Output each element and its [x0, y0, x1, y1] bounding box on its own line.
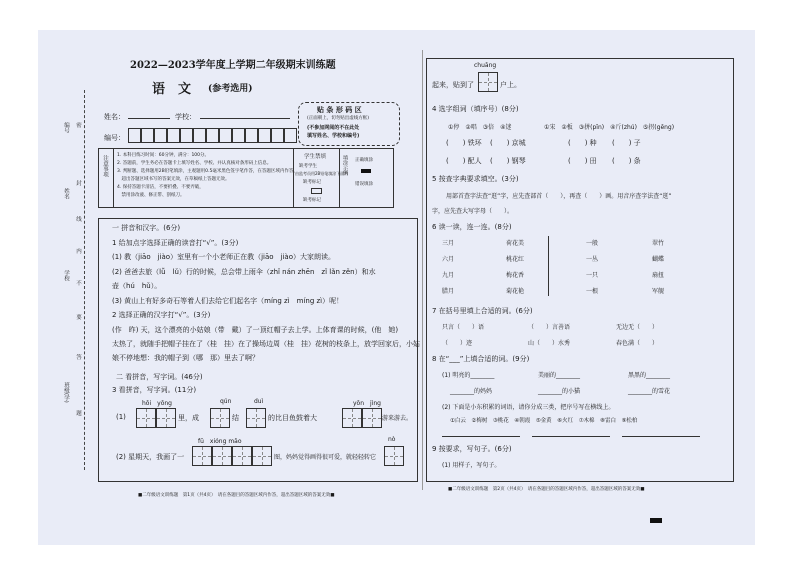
q4-title: 4 选字组词（填序号）(8分) — [432, 105, 519, 113]
q6-right1-4: 一根 — [586, 288, 599, 295]
q6-right1-1: 一般 — [586, 240, 599, 247]
q6-right1-3: 一只 — [586, 272, 599, 279]
q1-item-1: (1) 教（jiāo jiào）室里有一个小老师正在教（jiāo jiào）大家朗读。 — [112, 253, 335, 261]
note-item-5: 4. 保持答题卡清洁，不要折叠、不要弄破， — [117, 185, 204, 190]
barcode-area — [298, 102, 400, 146]
notes-box — [98, 148, 394, 208]
q2-line-2: 太热了，就随手把帽子挂在了（桂 挂）在了操场边周（桂 挂）花树的枝条上，放学回家后，小姑 — [112, 340, 420, 348]
cut-mark-6: 要 — [75, 314, 81, 320]
answer-grid[interactable] — [252, 446, 272, 466]
cut-mark-1: 密 — [75, 122, 81, 128]
school-field[interactable] — [200, 118, 290, 119]
notes-title: 注意事项 — [102, 155, 108, 177]
forbidden-title: 学生禁填 — [304, 154, 327, 160]
q8-part2: (2) 下面是小东积累的词语，请你分成三类，把序号写在横线上。 — [442, 404, 615, 411]
q8-answer-line-2[interactable] — [532, 436, 610, 437]
q7-r1-1[interactable]: 只言（ ）语 — [442, 324, 485, 331]
q5-line-2: 字，应先查大写字母（ ）。 — [432, 208, 514, 215]
q2-line-1: (作 昨) 天，这个漂亮的小姑娘（带 戴）了一顶红帽子去上学。上体育课的时候，(他 她) — [112, 326, 399, 334]
q6-title: 6 读一读，连一连。(8分) — [432, 223, 512, 231]
q3-1-text-b: 结 — [232, 414, 239, 422]
pinyin-1d: yōn jìng — [353, 400, 381, 407]
binding-line — [84, 90, 85, 470]
exam-title: 2022—2023学年度上学期二年级期末训练题 — [130, 60, 336, 71]
answer-grid[interactable] — [156, 408, 176, 428]
barcode-warn-1: (不参加网阅的不在此处 — [307, 125, 360, 131]
barcode-warn-2: 填写姓名、学校和编号) — [307, 133, 360, 139]
q8-r1-3[interactable]: 黑黑的________ — [628, 372, 671, 379]
q4-options-a: ①停 ②唱 ③倍 ④迷 — [448, 124, 512, 131]
q4-r1a[interactable]: ( ) 铁环 — [446, 139, 482, 147]
binding-label-class: 班级(学) — [63, 382, 69, 403]
q7-title: 7 在括号里填上合适的词。(6分) — [432, 307, 533, 315]
q8-r2-2[interactable]: ________的小猫 — [538, 388, 581, 395]
q3-1-text-a: 里，成 — [178, 414, 199, 422]
q6-mid-1: 荷花美 — [506, 240, 525, 247]
q2-title: 2 选择正确的汉字打“√”。(3分) — [112, 311, 211, 319]
cut-mark-7: 答 — [75, 354, 81, 360]
section2-title: 二 看拼音，写字词。(46分) — [116, 373, 203, 381]
q8-answer-line-1[interactable] — [442, 436, 520, 437]
q3-2-text: 图，妈妈觉得画得很可爱，就轻轻转它 — [274, 454, 377, 461]
q1-item-2: (2) 爸爸去旅（lǚ lǔ）行的时候，总会带上雨伞（zhǐ nán zhēn zǐ lǎn zěn）和水 — [112, 268, 376, 276]
q8-title: 8 在“___”上填合适的词。(9分) — [432, 355, 530, 363]
q4-r1b[interactable]: ( ) 京城 — [490, 139, 526, 147]
q4-options-b: ①宋 ②板 ③拼(pīn) ④斤(zhú) ⑤拐(gēng) — [544, 124, 675, 131]
q8-answer-line-3[interactable] — [622, 436, 700, 437]
corner-mark — [650, 518, 662, 523]
cut-mark-3: 线 — [75, 216, 81, 222]
q4-r1d[interactable]: ( ) 子 — [612, 139, 641, 147]
note-item-3: 3. 判断题、选择题用2B铅笔填涂，主观题用0.5毫米黑色签字笔作答，在答题区域内作答， — [117, 169, 298, 174]
binding-label-school: 学校 — [63, 270, 69, 281]
q4-r2b[interactable]: ( ) 钢琴 — [490, 157, 526, 165]
binding-label-name: 姓名 — [63, 188, 69, 199]
top-line-end: 户上。 — [500, 81, 521, 89]
wrong-fill-label: 错误填涂 — [355, 182, 373, 187]
name-label: 姓名： — [104, 113, 125, 121]
q6-right1-2: 一丛 — [586, 256, 599, 263]
forbidden-2: 由监考员用2B铅笔填涂下面的 — [295, 171, 349, 176]
note-item-6: 禁用涂改液、修正带、刮纸刀。 — [117, 193, 185, 198]
pinyin-1b: qún — [220, 398, 232, 405]
correct-fill-sample — [361, 169, 371, 173]
q3-title: 3 看拼音，写字词。(11分) — [112, 386, 197, 394]
forbidden-mark: 缺考标记 — [303, 198, 321, 203]
top-pinyin: chuāng — [474, 62, 497, 69]
pinyin-2b: nò — [388, 436, 396, 443]
q6-divider — [548, 236, 549, 296]
name-field[interactable] — [128, 118, 170, 119]
subject-title: 语 文 — [152, 82, 192, 97]
pinyin-2a: fū xióng māo — [198, 438, 242, 445]
binding-label-id: 编号 — [63, 122, 69, 133]
answer-grid[interactable] — [246, 408, 266, 428]
answer-grid[interactable] — [232, 446, 252, 466]
fill-example-title: 填涂示例 — [342, 155, 348, 175]
top-line-text: 起来，贴到了 — [432, 81, 474, 89]
note-item-2: 2. 答题前，学生务必在答题卡上填写姓名、学校、并认真核对条形码上信息。 — [117, 161, 272, 166]
pinyin-1c: duì — [254, 398, 264, 405]
note-item-1: 1. 本科目练习时间：60分钟，满分：100分。 — [117, 153, 210, 158]
q6-right2-2: 蝴蝶 — [652, 256, 665, 263]
q4-r2c[interactable]: ( ) 田 — [568, 157, 597, 165]
q8-r1-1[interactable]: (1) 明亮的________ — [442, 372, 495, 379]
id-label: 编号： — [104, 134, 125, 142]
cut-mark-5: 不 — [75, 280, 81, 286]
correct-fill-label: 正确填涂 — [355, 158, 373, 163]
pinyin-1a: hōi yōng — [142, 400, 172, 407]
q9-item-1: (1) 用样子，写句子。 — [442, 462, 501, 469]
q9-title: 9 按要求，写句子。(6分) — [432, 445, 512, 453]
q7-r1-2[interactable]: （ ）言善语 — [528, 324, 571, 331]
barcode-note: (正面朝上，切勿贴出虚线方框) — [307, 116, 370, 121]
barcode-title: 贴 条 形 码 区 — [317, 106, 362, 114]
q6-right2-4: 军舰 — [652, 288, 665, 295]
q3-2-prefix: (2) 星期天，我画了一 — [116, 453, 185, 461]
section1-title: 一 拼音和汉字。(6分) — [112, 224, 181, 232]
forbidden-1: 缺考学生 — [299, 164, 317, 169]
answer-grid[interactable] — [478, 72, 498, 92]
q6-right2-1: 翠竹 — [652, 240, 665, 247]
q4-r2d[interactable]: ( ) 条 — [612, 157, 641, 165]
q1-item-3: (3) 黄山上有好多奇石等着人们去给它们起名字（míng zì míng zì）呢！ — [112, 297, 344, 305]
answer-grid[interactable] — [136, 408, 156, 428]
answer-grid[interactable] — [342, 408, 362, 428]
q3-1-prefix: (1) — [116, 413, 126, 421]
answer-grid[interactable] — [384, 446, 404, 466]
q1-item-2b: 壶（hú hǔ）。 — [112, 282, 162, 290]
q7-r2-2[interactable]: 山（ ）水秀 — [528, 340, 571, 347]
q5-line-1: 用部首查字法查“逛”字，应先查部首（ ），再查（ ）画。用音序查字法查“逛” — [446, 193, 672, 200]
left-footer: ■二年级语文训练题 第1页（共4页） 请在各题目的答题区域内作答，超出答题区域的答案无效■ — [138, 493, 335, 498]
q1-title: 1 给加点字选择正确的读音打“√”。(3分) — [112, 239, 239, 247]
q8-r2-3[interactable]: ________的雪花 — [628, 388, 671, 395]
q7-r1-3[interactable]: 无边无（ ） — [616, 324, 659, 331]
q6-mid-3: 梅花香 — [506, 272, 525, 279]
q7-r2-3[interactable]: 春色满（ ） — [616, 340, 659, 347]
right-footer: ■二年级语文训练题 第2页（共4页） 请在各题目的答题区域内作答，超出答题区域的答案无效■ — [448, 487, 645, 492]
q4-r1c[interactable]: ( ) 种 — [568, 139, 597, 147]
answer-grid[interactable] — [210, 408, 230, 428]
q7-r2-1[interactable]: （ ）迹 — [442, 340, 473, 347]
cut-mark-8: 题 — [75, 410, 81, 416]
q5-title: 5 按查字典要求填空。(3分) — [432, 175, 519, 183]
subject-note: (参考选用) — [208, 84, 253, 94]
q6-mid-2: 桃花红 — [506, 256, 525, 263]
answer-grid[interactable] — [192, 446, 212, 466]
q2-line-3: 娘不停地想：我的帽子到（哪 那）里去了啊？ — [112, 354, 259, 362]
q8-words: ①白云 ②梅树 ③桃花 ④朝霞 ⑤金黄 ⑥火红 ⑦木棉 ⑧雷白 ⑨松柏 — [450, 418, 638, 424]
q6-left-1: 三月 — [442, 240, 455, 247]
absent-checkbox[interactable] — [311, 188, 322, 194]
q6-left-4: 腊月 — [442, 288, 455, 295]
q8-r1-2[interactable]: 美丽的________ — [538, 372, 581, 379]
answer-grid[interactable] — [212, 446, 232, 466]
q8-r2-1[interactable]: ________的妈妈 — [450, 388, 493, 395]
q3-1-text-c: 的比目鱼鼓着大 — [268, 414, 317, 422]
q4-r2a[interactable]: ( ) 配人 — [446, 157, 482, 165]
note-item-4: 超出答题区域书写的答案无效，在草稿纸上答题无效。 — [117, 177, 230, 182]
q6-left-3: 九月 — [442, 272, 455, 279]
cut-mark-2: 封 — [75, 180, 81, 186]
forbidden-3: 缺考标记 — [303, 180, 321, 185]
q6-left-2: 六月 — [442, 256, 455, 263]
q6-mid-4: 菊花艳 — [506, 288, 525, 295]
cut-mark-4: 内 — [75, 248, 81, 254]
q3-1-end: 游来游去。 — [382, 415, 413, 422]
q6-right2-3: 扇扭 — [652, 272, 665, 279]
answer-grid[interactable] — [362, 408, 382, 428]
scanned-sheet — [38, 30, 755, 545]
page-divider — [422, 50, 423, 490]
school-label: 学校： — [175, 113, 196, 121]
